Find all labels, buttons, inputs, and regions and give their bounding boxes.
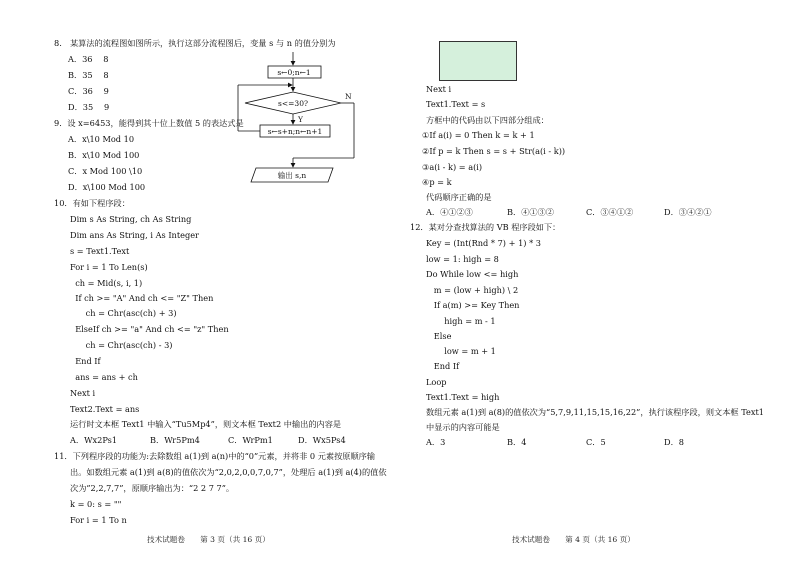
- q10-code-line: s = Text1.Text: [70, 246, 130, 256]
- q10-code-line: Next i: [70, 388, 96, 398]
- q10-code-line: End If: [70, 356, 101, 366]
- q12-code-line: Else: [426, 331, 452, 341]
- q12-code-line: Text1.Text = high: [426, 392, 500, 402]
- q11-code-line: Next i: [426, 84, 452, 94]
- q12-code-line: high = m - 1: [426, 316, 496, 326]
- q11-part: ①If a(i) = 0 Then k = k + 1: [422, 130, 535, 140]
- q11-option-b: B．④①③②: [507, 207, 554, 217]
- flow-no-label: N: [345, 92, 352, 101]
- flow-cond-text: s<=30?: [278, 99, 308, 108]
- q12-code-line: If a(m) >= Key Then: [426, 300, 520, 310]
- q11-part: ②If p = k Then s = s + Str(a(i - k)): [422, 146, 566, 156]
- q9-stem: 9．设 x=6453，能得到其十位上数值 5 的表达式是: [54, 118, 244, 128]
- q10-option-a: A．Wx2Ps1: [70, 435, 118, 445]
- q9-option-d: D．x\100 Mod 100: [68, 182, 146, 192]
- q10-code-line: ch = Chr(asc(ch) + 3): [70, 308, 177, 318]
- q11-line2: 出。如数组元素 a(1)到 a(8)的值依次为“2,0,2,0,0,7,0,7”，处理后 a(1)到 a(4)的值依: [70, 467, 387, 477]
- q8-option-a: A．36 8: [68, 54, 109, 64]
- right-footer: 技术试题卷 第 4 页（共 16 页）: [512, 535, 635, 544]
- q10-code-line: Dim ans As String, i As Integer: [70, 230, 199, 240]
- q12-option-d: D．8: [664, 437, 684, 447]
- q12-desc1: 数组元素 a(1)到 a(8)的值依次为“5,7,9,11,15,15,16,22”，执行该程序段，则文本框 Text1: [426, 407, 764, 417]
- blank-code-box: [439, 41, 517, 81]
- q10-option-d: D．Wx5Ps4: [298, 435, 346, 445]
- q8-stem: 8. 某算法的流程图如图所示，执行这部分流程图后，变量 s 与 n 的值分别为: [54, 38, 336, 48]
- q11-part: ④p = k: [422, 177, 452, 187]
- q10-code-line: ans = ans + ch: [70, 372, 138, 382]
- q11-option-a: A．④①②③: [426, 207, 473, 217]
- q11-part: ③a(i - k) = a(i): [422, 162, 483, 172]
- q10-option-b: B．Wr5Pm4: [150, 435, 200, 445]
- flow-output-text: 输出 s,n: [277, 171, 307, 180]
- q12-option-b: B．4: [507, 437, 527, 447]
- q11-code-line: k = 0: s = "": [70, 499, 122, 509]
- q12-stem: 12．某对分查找算法的 VB 程序段如下：: [410, 222, 561, 232]
- q12-code-line: Key = (Int(Rnd * 7) + 1) * 3: [426, 238, 541, 248]
- q10-code-line: Text2.Text = ans: [70, 404, 140, 414]
- q10-code-line: ch = Mid(s, i, 1): [70, 278, 143, 288]
- q11-option-d: D．③④②①: [664, 207, 712, 217]
- q12-desc2: 中显示的内容可能是: [426, 422, 500, 432]
- q12-option-a: A．3: [426, 437, 446, 447]
- q10-stem: 10．有如下程序段：: [54, 198, 130, 208]
- q9-option-b: B．x\10 Mod 100: [68, 150, 140, 160]
- q10-option-c: C．WrPm1: [228, 435, 273, 445]
- q10-code-line: For i = 1 To Len(s): [70, 262, 148, 272]
- q11-option-c: C．③④①②: [586, 207, 634, 217]
- q12-code-line: low = m + 1: [426, 346, 496, 356]
- q9-option-c: C．x Mod 100 \10: [68, 166, 143, 176]
- q11-code-line: Text1.Text = s: [426, 99, 486, 109]
- q8-option-c: C．36 9: [68, 86, 109, 96]
- q8-option-d: D．35 9: [68, 102, 110, 112]
- flowchart: [230, 52, 370, 188]
- left-footer: 技术试题卷 第 3 页（共 16 页）: [147, 535, 270, 544]
- q12-code-line: End If: [426, 361, 460, 371]
- q12-code-line: Do While low <= high: [426, 269, 519, 279]
- q12-code-line: low = 1: high = 8: [426, 254, 499, 264]
- q12-code-line: m = (low + high) \ 2: [426, 285, 519, 295]
- flow-yes-label: Y: [298, 115, 303, 124]
- q10-code-line: Dim s As String, ch As String: [70, 214, 192, 224]
- q11-line3: 次为”2,2,7,7”，原顺序输出为：“2 2 7 7”。: [70, 483, 235, 493]
- q11-question: 代码顺序正确的是: [426, 192, 492, 202]
- q10-prompt: 运行时文本框 Text1 中输入“Tu5Mp4”，则文本框 Text2 中输出的内容是: [70, 419, 342, 429]
- q10-code-line: ch = Chr(asc(ch) - 3): [70, 340, 173, 350]
- q9-option-a: A．x\10 Mod 10: [68, 134, 135, 144]
- flow-body-text: s←s+n;n←n+1: [267, 127, 323, 136]
- q11-line1: 11．下列程序段的功能为:去除数组 a(1)到 a(n)中的“0”元素，并将非 0 元素按原顺序输: [54, 451, 376, 461]
- q11-code-line: For i = 1 To n: [70, 515, 127, 525]
- flow-init-text: s←0;n←1: [277, 68, 311, 77]
- q12-code-line: Loop: [426, 377, 447, 387]
- q10-code-line: If ch >= "A" And ch <= "Z" Then: [70, 293, 214, 303]
- q11-parts-intro: 方框中的代码由以下四部分组成：: [426, 115, 549, 125]
- q8-option-b: B．35 8: [68, 70, 109, 80]
- q10-code-line: ElseIf ch >= "a" And ch <= "z" Then: [70, 324, 229, 334]
- q12-option-c: C．5: [586, 437, 606, 447]
